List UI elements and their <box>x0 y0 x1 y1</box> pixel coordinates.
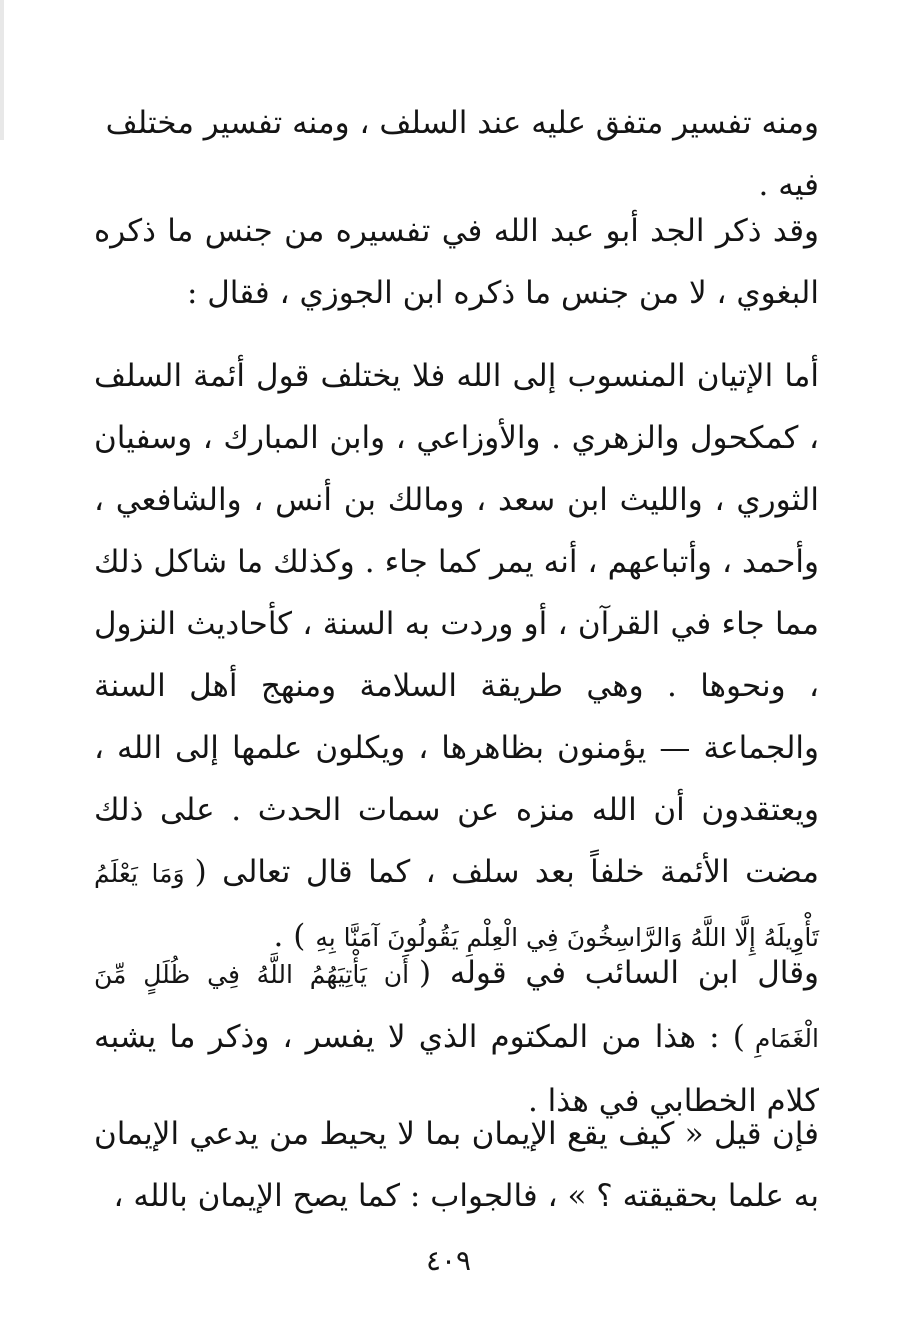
quran-verse-quote: وَمَا يَعْلَمُ تَأْوِيلَهُ إِلَّا اللَّهُ وَالرَّاسِخُونَ فِي الْعِلْمِ يَقُولُونَ آمَنَّا بِهِ <box>94 859 819 952</box>
paragraph-2: وقد ذكر الجد أبو عبد الله في تفسيره من جنس ما ذكره البغوي ، لا من جنس ما ذكره ابن الجوزي ، فقال : <box>94 213 819 311</box>
page-edge-shadow <box>0 0 4 140</box>
paragraph-3-text: أما الإتيان المنسوب إلى الله فلا يختلف قول أئمة السلف ، كمكحول والزهري . والأوزاعي ، وابن المبارك ، وسفيان الثوري ، والليث ابن سعد ، ومالك بن أنس ، والشافعي ، وأحمد ، وأتباعهم ، أنه يمر كما جاء . وكذلك ما شاكل ذلك مما جاء في القرآن ، أو وردت به السنة ، كأحاديث النزول ، ونحوها . وهي طريقة السلامة ومنهج أهل السنة والجماعة — يؤمنون بظاهرها ، ويكلون علمها إلى الله ، ويعتقدون أن الله منزه عن سمات الحدث . على ذلك مضت الأئمة خلفاً بعد سلف ، كما قال تعالى ( <box>94 358 819 890</box>
paragraph-4-closing: ) : هذا من المكتوم الذي لا يفسر ، وذكر ما يشبه كلام الخطابي في هذا . <box>94 1019 819 1119</box>
quran-verse-quote: أَن يَأْتِيَهُمُ اللَّهُ فِي ظُلَلٍ مِّنَ الْغَمَامِ <box>94 960 819 1053</box>
paragraph-3 <box>94 345 819 969</box>
paragraph-5: فإن قيل « كيف يقع الإيمان بما لا يحيط من يدعي الإيمان به علما بحقيقته ؟ » ، فالجواب : كما يصح الإيمان بالله ، <box>94 1116 819 1214</box>
paragraph-4-text: وقال ابن السائب في قوله ( <box>419 955 819 991</box>
paragraph-1: ومنه تفسير متفق عليه عند السلف ، ومنه تفسير مختلف فيه . <box>105 105 819 203</box>
page-number: ٤٠٩ <box>425 1244 472 1277</box>
paragraph-3-closing: ) . <box>273 918 306 954</box>
